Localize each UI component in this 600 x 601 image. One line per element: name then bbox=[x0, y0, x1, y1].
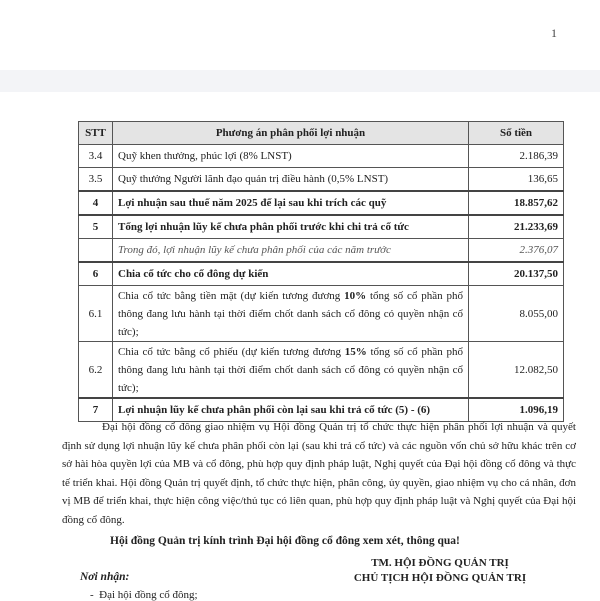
table-row bbox=[79, 145, 564, 168]
row-amount: 20.137,50 bbox=[469, 262, 564, 286]
row-desc: Lợi nhuận sau thuế năm 2025 để lại sau khi trích các quỹ bbox=[113, 191, 469, 215]
row-stt: 4 bbox=[79, 191, 113, 215]
row-stt bbox=[79, 239, 113, 263]
table-row bbox=[79, 239, 564, 263]
recipient-text: Đại hội đồng cổ đông; bbox=[99, 589, 198, 601]
row-desc: Tổng lợi nhuận lũy kế chưa phân phối trước khi chi trả cổ tức bbox=[113, 215, 469, 239]
header-plan: Phương án phân phối lợi nhuận bbox=[113, 122, 469, 145]
page-number: 1 bbox=[551, 26, 557, 40]
row-amount: 136,65 bbox=[469, 168, 564, 192]
table-row bbox=[79, 191, 564, 215]
row-stt: 3.5 bbox=[79, 168, 113, 192]
body-paragraph: Đại hội đồng cổ đông giao nhiệm vụ Hội đồng Quản trị tổ chức thực hiện phân phối lợi nhuận và quyết định sử dụng lợi nhuận lũy kế chưa phân phối còn lại (sau khi trả cổ tức) và các nguồn vốn chủ sở hữu khác trên cơ sở hài hòa quyền lợi của MB và cổ đông, phù hợp quy định pháp luật, Nghị quyết của Đại hội đồng cổ đông và thực tế triển khai. Hội đồng Quản trị quyết định, tổ chức thực hiện, phân công, ủy quyền, giao nhiệm vụ cho cá nhân, đơn vị MB để triển khai, thực hiện công việc/thủ tục có liên quan, phù hợp quy định pháp luật và Nghị quyết của Đại hội đồng cổ đông. bbox=[62, 421, 576, 526]
row-amount: 21.233,69 bbox=[469, 215, 564, 239]
row-desc: Chia cổ tức cho cổ đông dự kiến bbox=[113, 262, 469, 286]
page-separator bbox=[0, 70, 600, 92]
recipients-label: Nơi nhận: bbox=[80, 571, 130, 583]
row-stt: 6 bbox=[79, 262, 113, 286]
row-desc bbox=[113, 342, 469, 399]
header-amount: Số tiền bbox=[469, 122, 564, 145]
table-row bbox=[79, 168, 564, 192]
row-stt: 7 bbox=[79, 398, 113, 422]
table-header bbox=[79, 122, 564, 145]
table-row bbox=[79, 215, 564, 239]
row-stt: 5 bbox=[79, 215, 113, 239]
row-amount: 2.186,39 bbox=[469, 145, 564, 168]
table-row bbox=[79, 286, 564, 342]
table-row bbox=[79, 342, 564, 399]
desc-text: tổng số cổ phần phổ thông đang lưu hành tại thời điểm chốt danh sách cổ đông có quyền nhận cổ tức); bbox=[118, 289, 464, 338]
desc-text: Chia cổ tức bằng cổ phiếu (dự kiến tương đương bbox=[118, 345, 345, 358]
row-amount: 12.082,50 bbox=[469, 342, 564, 399]
desc-text: Chia cổ tức bằng tiền mặt (dự kiến tương đương bbox=[118, 289, 345, 302]
desc-percent: 15% bbox=[344, 345, 367, 358]
row-stt: 3.4 bbox=[79, 145, 113, 168]
profit-distribution-table bbox=[78, 121, 564, 422]
header-stt: STT bbox=[79, 122, 113, 145]
desc-text: tổng số cổ phần phổ thông đang lưu hành tại thời điểm chốt danh sách cổ đông có quyền nhận cổ tức); bbox=[118, 345, 463, 394]
row-desc: Quỹ khen thưởng, phúc lợi (8% LNST) bbox=[113, 145, 469, 168]
row-amount: 18.857,62 bbox=[469, 191, 564, 215]
row-stt: 6.2 bbox=[79, 342, 113, 399]
signature-line1: TM. HỘI ĐỒNG QUẢN TRỊ bbox=[371, 557, 509, 569]
row-amount: 1.096,19 bbox=[469, 398, 564, 422]
signature-block bbox=[320, 556, 560, 586]
table-row bbox=[79, 262, 564, 286]
recipient-item: - Đại hội đồng cổ đông; bbox=[90, 589, 198, 601]
signature-line2: CHỦ TỊCH HỘI ĐỒNG QUẢN TRỊ bbox=[353, 572, 527, 584]
row-desc: Lợi nhuận lũy kế chưa phân phối còn lại sau khi trả cổ tức (5) - (6) bbox=[113, 398, 469, 422]
row-desc: Trong đó, lợi nhuận lũy kế chưa phân phối của các năm trước bbox=[113, 239, 469, 263]
row-amount: 8.055,00 bbox=[469, 286, 564, 342]
desc-percent: 10% bbox=[344, 289, 367, 302]
row-amount: 2.376,07 bbox=[469, 239, 564, 263]
row-desc bbox=[113, 286, 469, 342]
conclusion: Hội đồng Quản trị kính trình Đại hội đồng cổ đông xem xét, thông qua! bbox=[110, 535, 460, 547]
row-desc: Quỹ thưởng Người lãnh đạo quản trị điều hành (0,5% LNST) bbox=[113, 168, 469, 192]
row-stt: 6.1 bbox=[79, 286, 113, 342]
